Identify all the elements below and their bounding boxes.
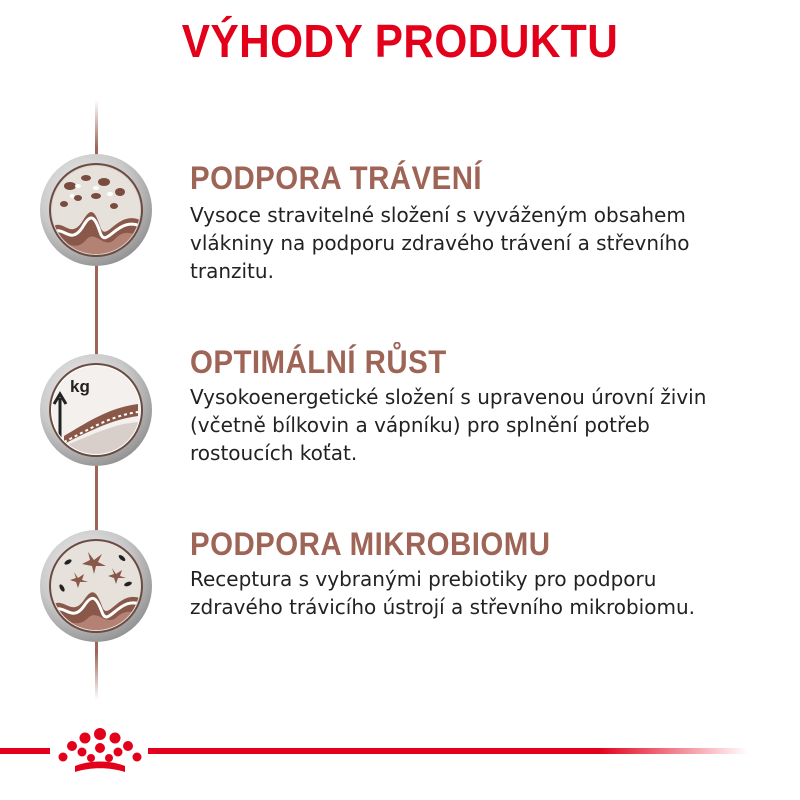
benefit-title-microbiome: PODPORA MIKROBIOMU [190, 526, 551, 562]
microbiome-icon [38, 528, 154, 644]
benefit-text-digestion: Vysoce stravitelné složení s vyváženým obsahem vlákniny na podporu zdravého trávení a střevního tranzitu. [190, 203, 690, 283]
footer-line-left [0, 748, 50, 754]
benefit-title-digestion: PODPORA TRÁVENÍ [190, 160, 483, 196]
growth-icon [38, 352, 154, 468]
benefit-title-growth: OPTIMÁLNÍ RŮST [190, 344, 447, 380]
footer-line-right [148, 748, 748, 754]
royal-crown-logo [55, 726, 145, 778]
growth-icon-kg-label: kg [70, 377, 90, 396]
page-title: VÝHODY PRODUKTU [181, 15, 619, 67]
digestion-icon [38, 152, 154, 268]
benefit-text-growth: Vysokoenergetické složení s upravenou úrovní živin (včetně bílkovin a vápníku) pro splnění potřeb rostoucích koťat. [190, 385, 707, 465]
benefit-text-microbiome: Receptura s vybranými prebiotiky pro podporu zdravého trávicího ústrojí a střevního mikrobiomu. [190, 567, 695, 619]
